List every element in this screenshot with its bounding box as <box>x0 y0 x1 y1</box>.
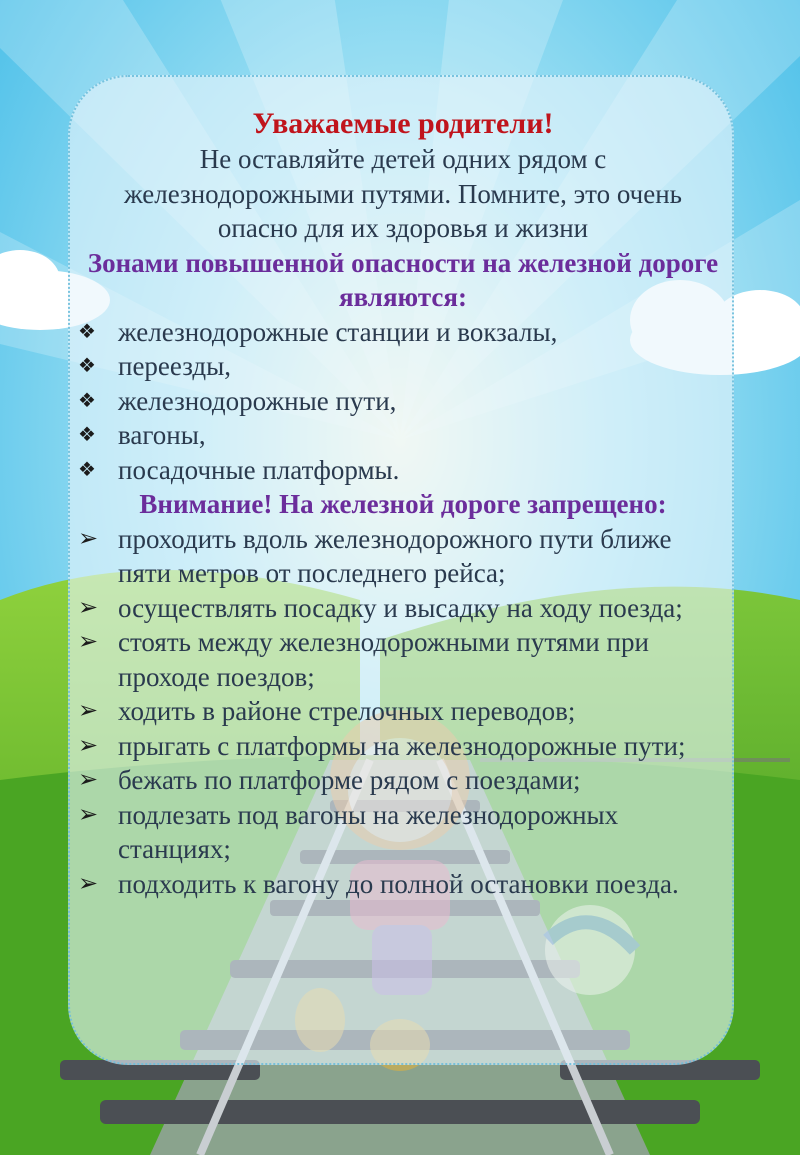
arrow-bullet-icon: ➢ <box>78 698 99 724</box>
list-item <box>78 625 728 694</box>
list-item-text: подходить к вагону до полной остановки поезда. <box>118 868 679 899</box>
arrow-bullet-icon: ➢ <box>78 801 99 828</box>
diamond-bullet-icon: ❖ <box>78 389 96 412</box>
list-item <box>78 522 728 591</box>
list-item-text: ходить в районе стрелочных переводов; <box>118 696 576 726</box>
zones-list <box>78 315 728 488</box>
list-item <box>78 694 728 729</box>
list-item <box>78 453 728 488</box>
prohibited-list <box>78 522 728 902</box>
list-item <box>78 384 728 419</box>
list-item <box>78 798 728 867</box>
diamond-bullet-icon: ❖ <box>78 424 96 446</box>
diamond-bullet-icon: ❖ <box>78 458 96 481</box>
page-title: Уважаемые родители! <box>252 107 554 140</box>
arrow-bullet-icon: ➢ <box>78 870 99 897</box>
diamond-bullet-icon: ❖ <box>78 355 96 377</box>
list-item <box>78 315 728 350</box>
prohibited-heading: Внимание! На железной дороге запрещено: <box>139 489 667 519</box>
diamond-bullet-icon: ❖ <box>78 320 96 343</box>
list-item-text: посадочные платформы. <box>118 454 400 485</box>
arrow-bullet-icon: ➢ <box>78 767 99 793</box>
list-item-text: вагоны, <box>118 420 206 450</box>
intro-text: Не оставляйте детей одних рядом с железнодорожными путями. Помните, это очень опасно для их здоровья и жизни <box>123 144 682 243</box>
list-item <box>78 349 728 384</box>
list-item-text: прыгать с платформы на железнодорожные пути; <box>118 730 686 761</box>
zones-heading: Зонами повышенной опасности на железной дороге являются: <box>87 247 719 312</box>
list-item <box>78 591 728 626</box>
arrow-bullet-icon: ➢ <box>78 629 99 655</box>
list-item <box>78 763 728 798</box>
arrow-bullet-icon: ➢ <box>78 525 99 552</box>
list-item <box>78 418 728 453</box>
list-item-text: стоять между железнодорожными путями при проходе поездов; <box>118 627 649 692</box>
list-item-text: проходить вдоль железнодорожного пути ближе пяти метров от последнего рейса; <box>118 523 672 588</box>
content <box>78 106 728 901</box>
list-item-text: подлезать под вагоны на железнодорожных станциях; <box>118 799 619 864</box>
list-item-text: железнодорожные пути, <box>118 385 397 416</box>
list-item-text: переезды, <box>118 351 232 381</box>
arrow-bullet-icon: ➢ <box>78 594 99 621</box>
list-item-text: бежать по платформе рядом с поездами; <box>118 765 581 795</box>
list-item-text: осуществлять посадку и высадку на ходу поезда; <box>118 592 683 623</box>
list-item <box>78 867 728 902</box>
list-item <box>78 729 728 764</box>
arrow-bullet-icon: ➢ <box>78 732 99 759</box>
list-item-text: железнодорожные станции и вокзалы, <box>118 316 558 347</box>
